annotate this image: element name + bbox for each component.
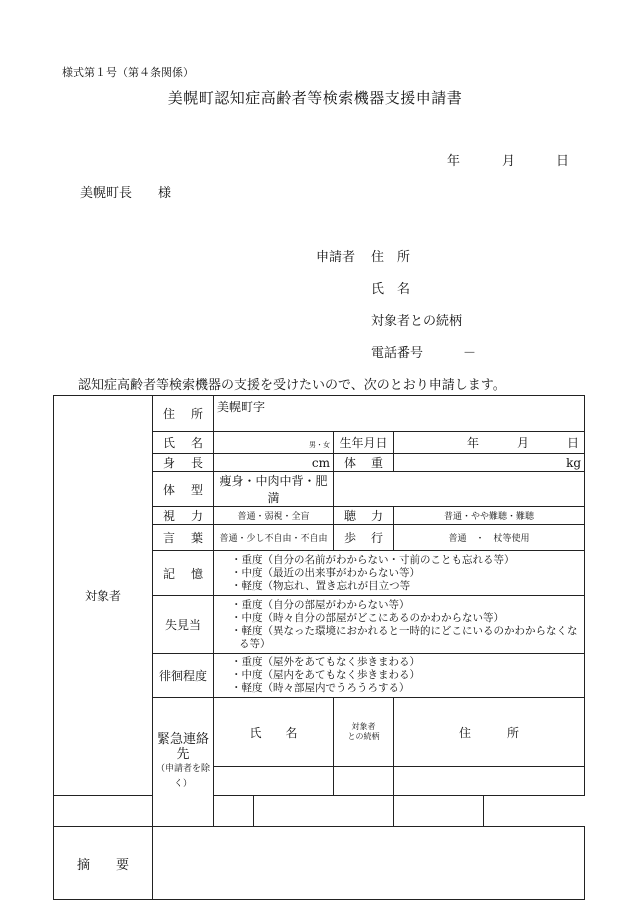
date-month-label: 月 — [502, 154, 516, 169]
emergency-row1-relation[interactable] — [334, 767, 394, 796]
emergency-col-name: 氏 名 — [214, 698, 334, 767]
birth-year-label: 年 — [466, 436, 479, 450]
form-number: 様式第１号（第４条関係） — [62, 66, 194, 79]
birthdate-field[interactable] — [394, 432, 585, 454]
emergency-row2-relation[interactable] — [214, 796, 254, 827]
speech-label: 言 葉 — [153, 525, 214, 551]
emergency-row2-name[interactable] — [54, 796, 214, 827]
applicant-phone-dash: － — [463, 346, 477, 361]
application-table — [53, 395, 585, 900]
body-type-options[interactable]: 痩身・中肉中背・肥満 — [214, 472, 334, 507]
walking-label: 歩 行 — [334, 525, 394, 551]
disorientation-option-severe[interactable]: ・重度（自分の部屋がわからない等） — [231, 598, 410, 611]
applicant-address-label: 住 所 — [371, 250, 411, 265]
emergency-row1-name[interactable] — [214, 767, 334, 796]
memory-option-severe[interactable]: ・重度（自分の名前がわからない・寸前のことも忘れる等） — [231, 553, 515, 566]
birthdate-label: 生年月日 — [334, 432, 394, 454]
height-field[interactable]: cm — [214, 454, 334, 472]
disorientation-option-moderate[interactable]: ・中度（時々自分の部屋がどこにあるのかわからない等） — [231, 611, 504, 624]
intro-text: 認知症高齢者等検索機器の支援を受けたいので、次のとおり申請します。 — [78, 378, 506, 393]
emergency-row2-phone[interactable] — [394, 796, 484, 827]
memory-label: 記 憶 — [153, 551, 214, 596]
emergency-section-label: 緊急連絡先 — [156, 732, 209, 762]
target-name-label: 氏 名 — [153, 432, 214, 454]
hearing-label: 聴 力 — [334, 507, 394, 525]
memory-option-mild[interactable]: ・軽度（物忘れ、置き忘れが目立つ等 — [231, 579, 411, 592]
wandering-options[interactable] — [214, 654, 585, 698]
height-label: 身 長 — [153, 454, 214, 472]
memory-option-moderate[interactable]: ・中度（最近の出来事がわからない等） — [231, 566, 420, 579]
form-title: 美幌町認知症高齢者等検索機器支援申請書 — [167, 89, 463, 107]
body-type-label: 体 型 — [153, 472, 214, 507]
weight-label: 体 重 — [334, 454, 394, 472]
body-type-blank — [334, 472, 585, 507]
speech-options[interactable]: 普通・少し不自由・不自由 — [214, 525, 334, 551]
disorientation-label: 失見当 — [153, 596, 214, 654]
emergency-section-note: （申請者を除く） — [156, 764, 211, 789]
target-address-field[interactable]: 美幌町字 — [214, 396, 585, 432]
walking-options[interactable]: 普通 ・ 杖等使用 — [394, 525, 585, 551]
vision-label: 視 力 — [153, 507, 214, 525]
memory-options[interactable] — [214, 551, 585, 596]
addressee: 美幌町長 様 — [80, 186, 172, 201]
emergency-col-address: 住 所 — [394, 698, 585, 767]
date-day-label: 日 — [556, 154, 570, 169]
disorientation-options[interactable] — [214, 596, 585, 654]
birth-day-label: 日 — [567, 436, 580, 450]
disorientation-option-mild[interactable]: ・軽度（異なった環境におかれると一時的にどこにいるのかわからなくなる等） — [231, 624, 578, 650]
wandering-option-mild[interactable]: ・軽度（時々部屋内でうろうろする） — [231, 682, 410, 694]
target-section-label: 対象者 — [54, 396, 153, 796]
birthdate-units — [397, 434, 581, 451]
applicant-relation-label: 対象者との続柄 — [371, 314, 463, 329]
remarks-label: 摘 要 — [54, 827, 153, 900]
emergency-col-relation-line2: との続柄 — [347, 732, 380, 741]
target-address-label: 住 所 — [153, 396, 214, 432]
emergency-col-relation — [334, 698, 394, 767]
emergency-row2-address[interactable] — [254, 796, 394, 827]
remarks-field[interactable] — [153, 827, 585, 900]
hearing-options[interactable]: 普通・やや難聴・難聴 — [394, 507, 585, 525]
vision-options[interactable]: 普通・弱視・全盲 — [214, 507, 334, 525]
applicant-phone-label: 電話番号 — [371, 346, 424, 361]
emergency-row1-address[interactable] — [394, 767, 585, 796]
applicant-label: 申請者 — [316, 250, 356, 265]
emergency-col-relation-line1: 対象者 — [351, 722, 376, 731]
applicant-name-label: 氏 名 — [371, 282, 411, 297]
wandering-option-severe[interactable]: ・重度（屋外をあてもなく歩きまわる） — [231, 656, 420, 668]
target-name-field[interactable] — [214, 432, 334, 454]
sex-options: 男・女 — [309, 440, 330, 449]
weight-field[interactable]: kg — [394, 454, 585, 472]
wandering-option-moderate[interactable]: ・中度（屋内をあてもなく歩きまわる） — [231, 669, 420, 681]
date-year-label: 年 — [447, 154, 461, 169]
wandering-label: 徘徊程度 — [153, 654, 214, 698]
birth-month-label: 月 — [516, 436, 529, 450]
